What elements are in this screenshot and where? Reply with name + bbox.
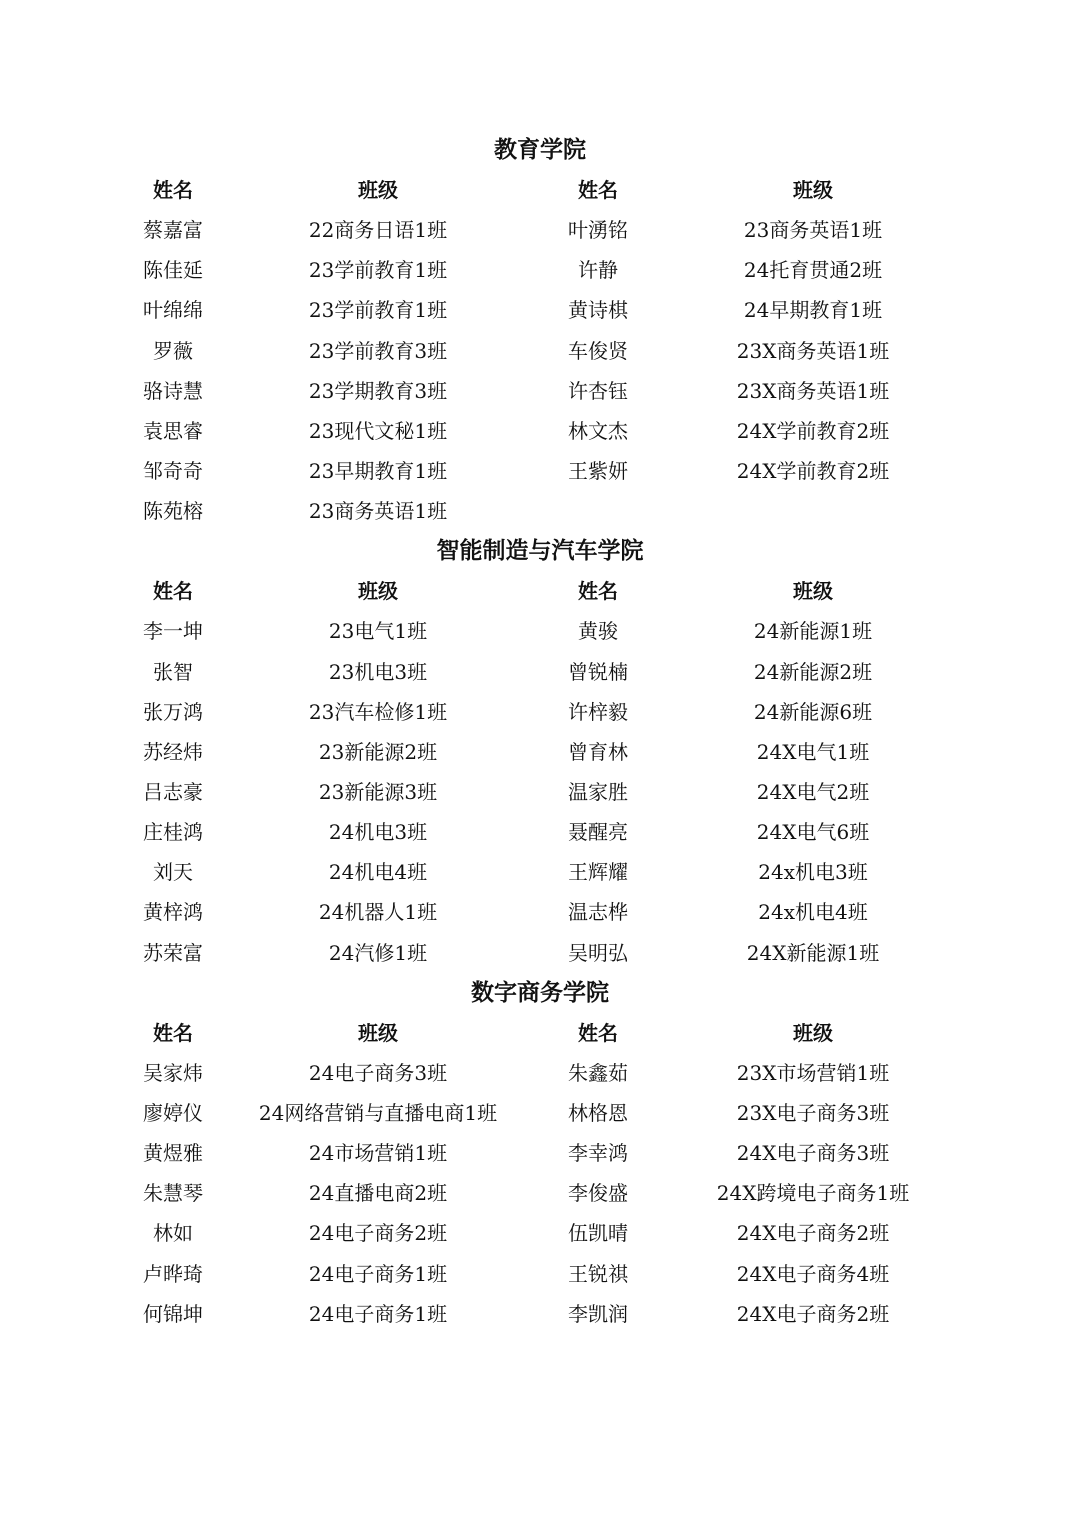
student-name: 罗薇: [153, 338, 193, 363]
header-class: 班级: [358, 178, 398, 202]
student-class: 23学期教育3班: [308, 378, 448, 403]
student-name: 张万鸿: [143, 699, 203, 724]
table-row: [0, 812, 1080, 852]
table-row: [0, 331, 1080, 371]
student-name: 林格恩: [568, 1100, 628, 1125]
student-name: 苏荣富: [143, 940, 203, 965]
table-row: [0, 1173, 1080, 1213]
student-name: 邹奇奇: [143, 458, 203, 483]
table-header-row: [0, 170, 1080, 210]
table-row: [0, 411, 1080, 451]
student-class: 24电子商务1班: [308, 1261, 448, 1286]
student-class: 22商务日语1班: [308, 218, 448, 243]
student-class: 24X电子商务2班: [736, 1221, 890, 1246]
student-class: 23学前教育1班: [308, 298, 448, 323]
student-class: 24托育贯通2班: [743, 258, 883, 283]
student-class: 24新能源2班: [753, 659, 873, 684]
student-class: 23商务英语1班: [308, 499, 448, 524]
student-class: 24电子商务3班: [308, 1060, 448, 1085]
section-digital-commerce: [0, 973, 1080, 1334]
student-class: 24网络营销与直播电商1班: [258, 1100, 498, 1125]
document-page: [0, 130, 1080, 1334]
student-class: 23新能源2班: [318, 739, 438, 764]
table-row: [0, 1133, 1080, 1173]
student-name: 李一坤: [143, 619, 203, 644]
student-class: 24x机电3班: [758, 860, 868, 885]
table-row: [0, 611, 1080, 651]
table-row: [0, 210, 1080, 250]
student-class: 24X学前教育2班: [736, 418, 890, 443]
table-row: [0, 1053, 1080, 1093]
section-education: [0, 130, 1080, 531]
table-row: [0, 652, 1080, 692]
student-name: 张智: [153, 659, 193, 684]
section-title: 数字商务学院: [471, 979, 609, 1006]
student-class: 23现代文秘1班: [308, 418, 448, 443]
student-name: 许梓毅: [568, 699, 628, 724]
student-class: 24直播电商2班: [308, 1181, 448, 1206]
student-class: 24X电气2班: [756, 779, 870, 804]
student-class: 23学前教育1班: [308, 258, 448, 283]
student-class: 23汽车检修1班: [308, 699, 448, 724]
table-row: [0, 692, 1080, 732]
table-row: [0, 852, 1080, 892]
student-class: 24新能源6班: [753, 699, 873, 724]
table-row: [0, 1294, 1080, 1334]
header-class: 班级: [358, 1020, 398, 1045]
header-class: 班级: [793, 1020, 833, 1045]
student-class: 24市场营销1班: [308, 1141, 448, 1166]
table-row: [0, 1254, 1080, 1294]
student-class: 24早期教育1班: [743, 298, 883, 323]
student-class: 24电子商务2班: [308, 1221, 448, 1246]
student-class: 23商务英语1班: [743, 218, 883, 243]
student-name: 叶绵绵: [143, 298, 203, 323]
student-name: 蔡嘉富: [143, 218, 203, 243]
student-class: 24汽修1班: [328, 940, 428, 965]
student-name: 骆诗慧: [143, 378, 203, 403]
header-name: 姓名: [578, 579, 618, 604]
student-name: 王锐祺: [568, 1261, 628, 1286]
student-class: 23X电子商务3班: [736, 1100, 890, 1125]
student-class: 23学前教育3班: [308, 338, 448, 363]
student-name: 李幸鸿: [568, 1141, 628, 1166]
student-name: 黄梓鸿: [143, 900, 203, 925]
student-name: 林如: [153, 1221, 193, 1246]
student-name: 温家胜: [568, 779, 628, 804]
student-class: 23新能源3班: [318, 779, 438, 804]
student-name: 吴家炜: [143, 1060, 203, 1085]
student-name: 刘天: [153, 860, 193, 885]
table-header-row: [0, 1013, 1080, 1053]
table-row: [0, 491, 1080, 531]
student-name: 何锦坤: [143, 1301, 203, 1326]
student-name: 庄桂鸿: [143, 820, 203, 845]
student-class: 24X电子商务2班: [736, 1301, 890, 1326]
header-class: 班级: [793, 579, 833, 604]
student-name: 聂醒亮: [568, 820, 628, 845]
student-class: 23X商务英语1班: [736, 338, 890, 363]
student-class: 23X商务英语1班: [736, 378, 890, 403]
header-class: 班级: [793, 178, 833, 202]
table-header-row: [0, 571, 1080, 611]
student-name: 黄骏: [578, 619, 618, 644]
student-name: 许杏钰: [568, 378, 628, 403]
student-name: 朱慧琴: [143, 1181, 203, 1206]
section-intelligent-manufacturing: [0, 531, 1080, 972]
student-name: 曾育林: [568, 739, 628, 764]
student-class: 24X电子商务3班: [736, 1141, 890, 1166]
student-name: 吴明弘: [568, 940, 628, 965]
student-name: 王辉耀: [568, 860, 628, 885]
student-class: 24X跨境电子商务1班: [716, 1181, 910, 1206]
student-class: 23电气1班: [328, 619, 428, 644]
header-name: 姓名: [153, 579, 193, 604]
student-name: 叶湧铭: [568, 218, 628, 243]
student-class: 24X新能源1班: [746, 940, 880, 965]
student-class: 24X学前教育2班: [736, 458, 890, 483]
student-class: 24X电子商务4班: [736, 1261, 890, 1286]
student-name: 王紫妍: [568, 458, 628, 483]
student-class: 24X电气1班: [756, 739, 870, 764]
student-class: 24x机电4班: [758, 900, 868, 925]
student-class: 24机电4班: [328, 860, 428, 885]
table-row: [0, 892, 1080, 932]
student-name: 卢晔琦: [143, 1261, 203, 1286]
student-class: 23早期教育1班: [308, 458, 448, 483]
header-name: 姓名: [153, 178, 193, 202]
student-name: 袁思睿: [143, 418, 203, 443]
student-class: 24机器人1班: [318, 900, 438, 925]
table-row: [0, 933, 1080, 973]
table-row: [0, 371, 1080, 411]
student-name: 陈佳延: [143, 258, 203, 283]
student-name: 李俊盛: [568, 1181, 628, 1206]
header-class: 班级: [358, 579, 398, 604]
section-title: 教育学院: [494, 137, 586, 163]
table-row: [0, 732, 1080, 772]
student-name: 李凯润: [568, 1301, 628, 1326]
table-row: [0, 290, 1080, 330]
student-name: 朱鑫茹: [568, 1060, 628, 1085]
student-name: 苏经炜: [143, 739, 203, 764]
header-name: 姓名: [578, 178, 618, 202]
student-name: 林文杰: [568, 418, 628, 443]
table-row: [0, 250, 1080, 290]
student-class: 23X市场营销1班: [736, 1060, 890, 1085]
table-row: [0, 1093, 1080, 1133]
student-name: 廖婷仪: [143, 1100, 203, 1125]
section-title: 智能制造与汽车学院: [436, 538, 644, 565]
student-name: 温志桦: [568, 900, 628, 925]
student-name: 黄煜雅: [143, 1141, 203, 1166]
student-name: 陈苑榕: [143, 499, 203, 524]
student-class: 24电子商务1班: [308, 1301, 448, 1326]
student-name: 黄诗棋: [568, 298, 628, 323]
student-class: 24机电3班: [328, 820, 428, 845]
student-name: 曾锐楠: [568, 659, 628, 684]
student-name: 许静: [578, 258, 618, 283]
student-name: 伍凯晴: [568, 1221, 628, 1246]
student-name: 车俊贤: [568, 338, 628, 363]
table-row: [0, 1213, 1080, 1253]
student-class: 24新能源1班: [753, 619, 873, 644]
table-row: [0, 772, 1080, 812]
table-row: [0, 451, 1080, 491]
student-class: 23机电3班: [328, 659, 428, 684]
student-class: 24X电气6班: [756, 820, 870, 845]
header-name: 姓名: [578, 1020, 618, 1045]
student-name: 吕志豪: [143, 779, 203, 804]
header-name: 姓名: [153, 1020, 193, 1045]
